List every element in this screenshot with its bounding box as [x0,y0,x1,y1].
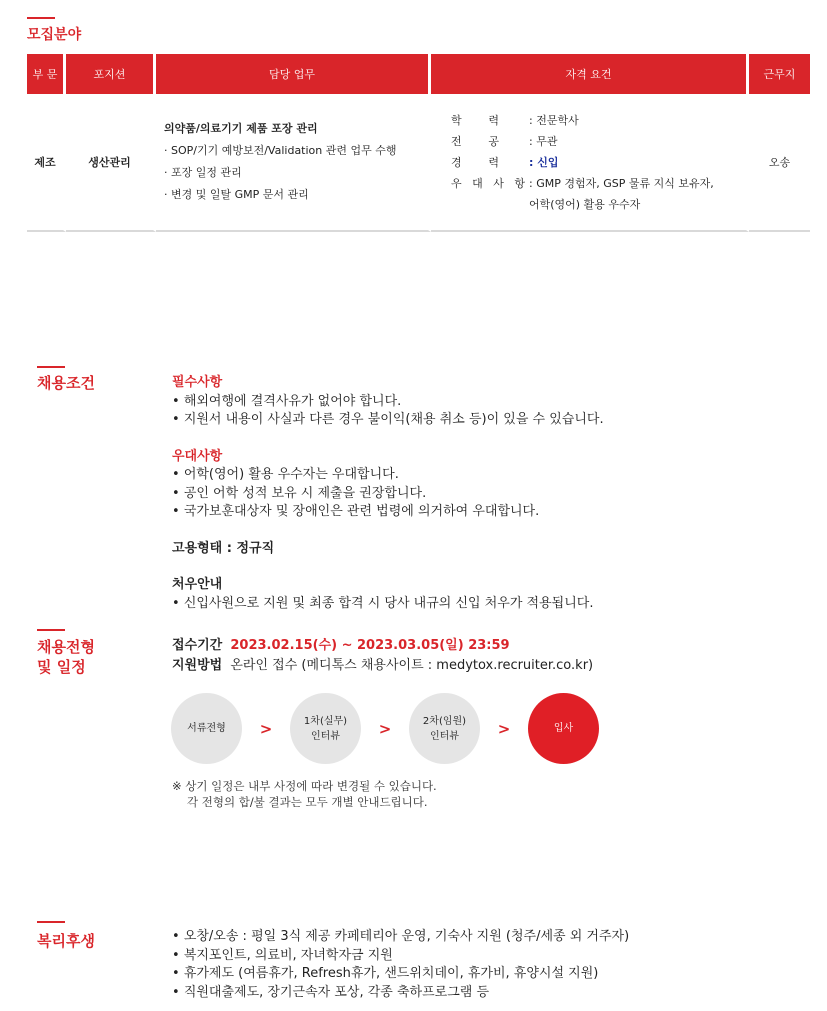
step-document-screening [171,693,242,764]
list-item: • 공인 어학 성적 보유 시 제출을 권장합니다. [172,485,604,504]
arrow-right-icon: > [378,719,392,738]
step-label: 입사 [553,723,574,734]
list-item: • 직원대출제도, 장기근속자 포상, 각종 축하프로그램 등 [172,984,629,1003]
header-position: 포지션 [66,54,156,94]
req-label-char: 력 [488,155,499,169]
header-duty: 담당 업무 [156,54,431,94]
step-label: 2차(임원) [422,715,467,727]
header-location: 근무지 [749,54,810,94]
req-label-char: 대 [472,176,483,190]
header-division: 부 문 [27,54,66,94]
section-title-conditions: 채용조건 [37,374,95,392]
process-flow [171,693,599,764]
section-title-benefits: 복리후생 [37,932,95,950]
note-line: 각 전형의 합/불 결과는 모두 개별 안내드립니다. [187,795,428,809]
req-label-char: 전 [451,134,462,148]
duty-item: · 변경 및 일탈 GMP 문서 관리 [164,188,309,201]
conditions-content [172,374,604,613]
preferred-title: 우대사항 [172,448,223,464]
section-accent-bar [37,366,65,368]
employment-type: 고용형태 : 정규직 [172,540,275,556]
section-accent-bar [37,629,65,631]
list-item: • 휴가제도 (여름휴가, Refresh휴가, 샌드위치데이, 휴가비, 휴양시설 지원) [172,965,629,984]
process-content [172,636,593,676]
list-item: • 신입사원으로 지원 및 최종 합격 시 당사 내규의 신입 처우가 적용됩니다. [172,595,604,614]
section-title-line: 및 일정 [37,658,86,676]
step-first-interview [290,693,361,764]
cell-location: 오송 [749,94,810,232]
period-label: 접수기간 [172,638,223,653]
arrow-right-icon: > [497,719,511,738]
req-label-char: 우 [451,176,462,190]
duty-title: 의약품/의료기기 제품 포장 관리 [164,122,318,135]
req-row-major [451,131,746,152]
req-value-highlight: : 신입 [529,155,559,169]
step-label: 인터뷰 [430,730,459,742]
req-row-preferred [451,173,746,194]
list-item: • 복지포인트, 의료비, 자녀학자금 지원 [172,947,629,966]
section-title-process [37,637,95,677]
benefits-content [172,928,629,1002]
step-second-interview [409,693,480,764]
required-title: 필수사항 [172,375,223,390]
step-label: 인터뷰 [311,730,340,742]
section-title-line: 채용전형 [37,638,95,656]
arrow-right-icon: > [259,719,273,738]
req-label-char: 학 [451,113,462,127]
section-title-recruit-field: 모집분야 [27,27,82,43]
note-line: ※ 상기 일정은 내부 사정에 따라 변경될 수 있습니다. [172,779,437,793]
list-item: • 국가보훈대상자 및 장애인은 관련 법령에 의거하여 우대합니다. [172,503,604,522]
method-value: 온라인 접수 (메디톡스 채용사이트 : medytox.recruiter.co.kr) [230,658,594,673]
table-row [27,94,810,232]
step-label: 1차(실무) [303,715,348,727]
list-item: • 해외여행에 결격사유가 없어야 합니다. [172,393,604,412]
cell-division: 제조 [27,94,66,232]
recruit-table [27,54,810,232]
section-accent-bar [37,921,65,923]
table-header-row [27,54,810,94]
list-item: • 어학(영어) 활용 우수자는 우대합니다. [172,466,604,485]
req-row-preferred-cont [451,194,746,215]
req-label-char: 경 [451,155,462,169]
req-label-char: 력 [488,113,499,127]
period-value: 2023.02.15(수) ~ 2023.03.05(일) 23:59 [230,638,510,653]
req-label-char: 사 [493,176,504,190]
cell-duty [156,94,431,232]
req-row-education [451,110,746,131]
method-label: 지원방법 [172,658,223,673]
req-label-char: 항 [514,176,525,190]
duty-item: · SOP/기기 예방보전/Validation 관련 업무 수행 [164,144,397,157]
cell-requirements [431,94,749,232]
step-join [528,693,599,764]
step-label: 서류전형 [187,723,226,734]
header-requirements: 자격 요건 [431,54,749,94]
section-accent-bar [27,17,55,19]
treatment-title: 처우안내 [172,577,223,592]
schedule-note [172,778,437,810]
list-item: • 지원서 내용이 사실과 다른 경우 불이익(채용 취소 등)이 있을 수 있습니다. [172,411,604,430]
req-value: : 전문학사 [529,113,579,127]
req-value: : 무관 [529,134,558,148]
req-label-char: 공 [488,134,499,148]
cell-position: 생산관리 [66,94,156,232]
list-item: • 오창/오송 : 평일 3식 제공 카페테리아 운영, 기숙사 지원 (청주/세종 외 거주자) [172,928,629,947]
req-value: : GMP 경험자, GSP 물류 지식 보유자, [529,176,714,190]
duty-item: · 포장 일정 관리 [164,166,242,179]
req-row-experience [451,152,746,173]
req-value: 어학(영어) 활용 우수자 [529,197,641,211]
